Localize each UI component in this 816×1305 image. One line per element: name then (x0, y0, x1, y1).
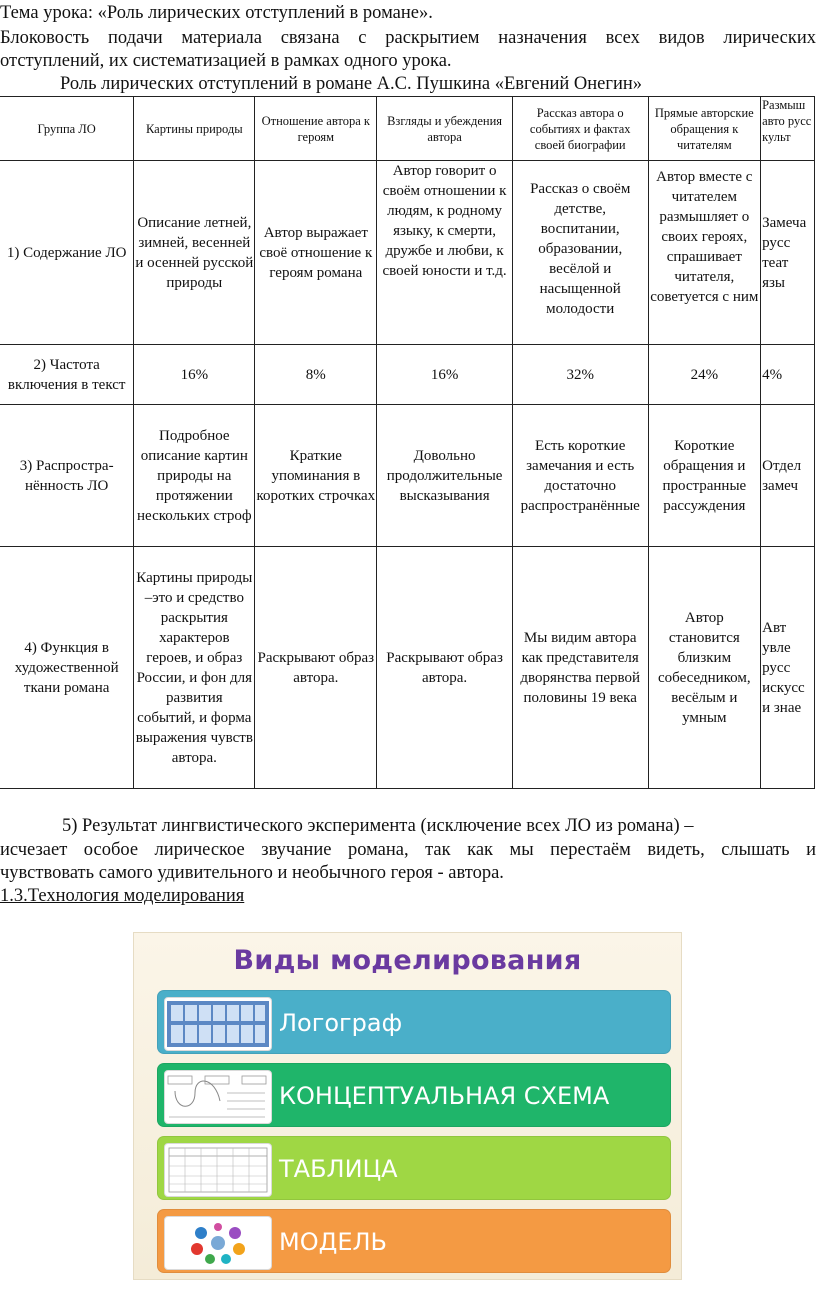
lesson-topic: Тема урока: «Роль лирических отступлений в романе». (0, 3, 433, 23)
modeling-types-slide (133, 932, 682, 1280)
result-paragraph-line-1: 5) Результат лингвистического эксперимента (исключение всех ЛО из романа) – (62, 816, 694, 836)
table-cell: Автор вместе с читателем размышляет о своих героях, спрашивает читателя, советуется с ним (648, 161, 761, 345)
row-label-cell: 1) Содержание ЛО (0, 161, 134, 345)
blocking-paragraph-line-2: отступлений, их систематизацией в рамках одного урока. (0, 51, 452, 71)
table-cell: Раскрывают образ автора. (255, 547, 377, 789)
row-label-cell: 3) Распростра-нённость ЛО (0, 405, 134, 547)
table-cell: Автор становится близким собеседником, весёлым и умным (648, 547, 761, 789)
result-paragraph-line-2: исчезает особое лирическое звучание романа, так как мы перестаём видеть, слышать и (0, 840, 816, 860)
table-cell: Мы видим автора как представителя дворянства первой половины 19 века (512, 547, 648, 789)
table-cell: Краткие упоминания в коротких строчках (255, 405, 377, 547)
table-thumbnail-icon (164, 1143, 272, 1197)
table-cell: Описание летней, зимней, весенней и осенней русской природы (134, 161, 255, 345)
table-cell: 32% (512, 345, 648, 405)
slide-item-model (157, 1209, 671, 1273)
lyrical-digressions-table (0, 96, 815, 789)
table-cell: Довольно продолжительные высказывания (377, 405, 513, 547)
table-cell: 8% (255, 345, 377, 405)
slide-item-concept-scheme (157, 1063, 671, 1127)
slide-title: Виды моделирования (233, 945, 582, 976)
table-row (0, 405, 815, 547)
slide-item-label: КОНЦЕПТУАЛЬНАЯ СХЕМА (279, 1082, 610, 1110)
slide-item-label: Логограф (279, 1009, 403, 1037)
table-cell: Замеча русс теат язы (761, 161, 815, 345)
table-cell: 4% (761, 345, 815, 405)
table-cell: Короткие обращения и пространные рассуждения (648, 405, 761, 547)
result-paragraph-line-3: чувствовать самого удивительного и необычного героя - автора. (0, 863, 504, 883)
row-label-cell: 2) Частота включения в текст (0, 345, 134, 405)
table-caption: Роль лирических отступлений в романе А.С. Пушкина «Евгений Онегин» (60, 74, 643, 94)
header-cell: Взгляды и убеждения автора (377, 97, 513, 161)
header-cell: Размыш авто русс культ (761, 97, 815, 161)
slide-item-label: ТАБЛИЦА (279, 1155, 398, 1183)
table-row (0, 547, 815, 789)
slide-item-logograph (157, 990, 671, 1054)
table-header-row (0, 97, 815, 161)
model-thumbnail-icon (164, 1216, 272, 1270)
table-cell: Рассказ о своём детстве, воспитании, образовании, весёлой и насыщенной молодости (512, 161, 648, 345)
slide-item-label: МОДЕЛЬ (279, 1228, 388, 1256)
table-cell: 16% (377, 345, 513, 405)
table-cell: 16% (134, 345, 255, 405)
table-cell: 24% (648, 345, 761, 405)
row-label-cell: 4) Функция в художественной ткани романа (0, 547, 134, 789)
slide-item-table (157, 1136, 671, 1200)
table-row (0, 161, 815, 345)
blocking-paragraph-line-1: Блоковость подачи материала связана с раскрытием назначения всех видов лирических (0, 28, 816, 48)
table-cell: Картины природы –это и средство раскрытия характеров героев, и образ России, и фон для развития событий, и форма выражения чувств автора. (134, 547, 255, 789)
table-cell: Подробное описание картин природы на протяжении нескольких строф (134, 405, 255, 547)
table-cell: Автор выражает своё отношение к героям романа (255, 161, 377, 345)
header-cell: Рассказ автора о событиях и фактах своей биографии (512, 97, 648, 161)
table-row (0, 345, 815, 405)
table-cell: Есть короткие замечания и есть достаточно распространённые (512, 405, 648, 547)
header-cell: Отношение автора к героям (255, 97, 377, 161)
table-cell: Авт увле русс искусс и знае (761, 547, 815, 789)
table-cell: Автор говорит о своём отношении к людям, к родному языку, к смерти, дружбе и любви, к своей юности и т.д. (377, 161, 513, 345)
logograph-thumbnail-icon (164, 997, 272, 1051)
section-heading: 1.3.Технология моделирования (0, 886, 245, 906)
concept-scheme-thumbnail-icon (164, 1070, 272, 1124)
header-cell: Группа ЛО (0, 97, 134, 161)
table-cell: Отдел замеч (761, 405, 815, 547)
header-cell: Прямые авторские обращения к читателям (648, 97, 761, 161)
header-cell: Картины природы (134, 97, 255, 161)
table-cell: Раскрывают образ автора. (377, 547, 513, 789)
